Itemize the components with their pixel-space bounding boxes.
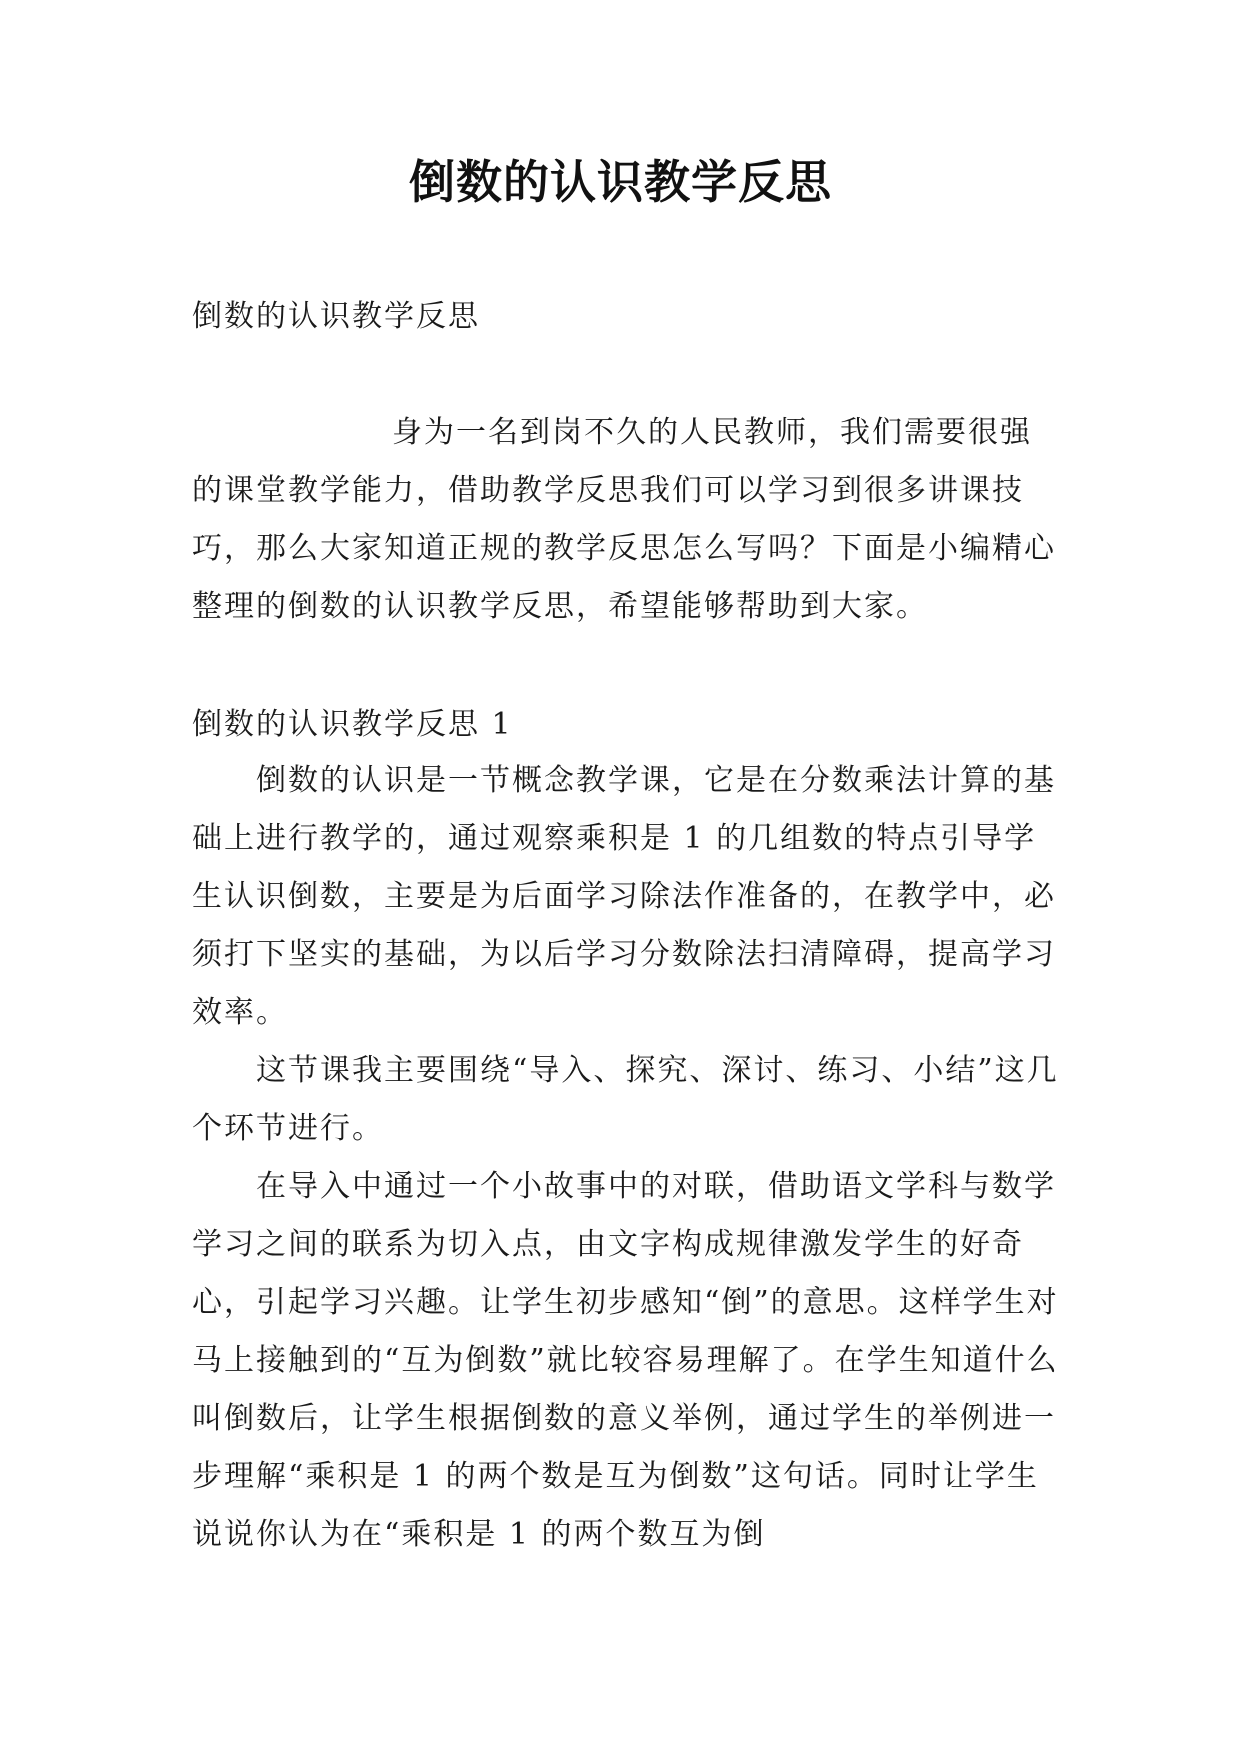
- section-heading: 倒数的认识教学反思 1: [192, 707, 513, 742]
- section-body: [192, 752, 1060, 1564]
- body-paragraph: 在导入中通过一个小故事中的对联，借助语文学科与数学学习之间的联系为切入点，由文字构成规律激发学生的好奇心，引起学习兴趣。让学生初步感知“倒”的意思。这样学生对马上接触到的“互为倒数”就比较容易理解了。在学生知道什么叫倒数后，让学生根据倒数的意义举例，通过学生的举例进一步理解“乘积是 1 的两个数是互为倒数”这句话。同时让学生说说你认为在“乘积是 1 的两个数互为倒: [192, 1169, 1059, 1552]
- document-subtitle: 倒数的认识教学反思: [192, 299, 480, 334]
- body-paragraph: 倒数的认识是一节概念教学课，它是在分数乘法计算的基础上进行教学的，通过观察乘积是 1 的几组数的特点引导学生认识倒数，主要是为后面学习除法作准备的，在教学中，必须打下坚实的基础，为以后学习分数除法扫清障碍，提高学习效率。: [192, 763, 1056, 1030]
- document-title: 倒数的认识教学反思: [409, 155, 832, 209]
- body-paragraph: 这节课我主要围绕“导入、探究、深讨、练习、小结”这几个环节进行。: [192, 1053, 1059, 1146]
- intro-paragraph: 身为一名到岗不久的人民教师，我们需要很强的课堂教学能力，借助教学反思我们可以学习到很多讲课技巧，那么大家知道正规的教学反思怎么写吗？下面是小编精心整理的倒数的认识教学反思，希望能够帮助到大家。: [192, 415, 1056, 624]
